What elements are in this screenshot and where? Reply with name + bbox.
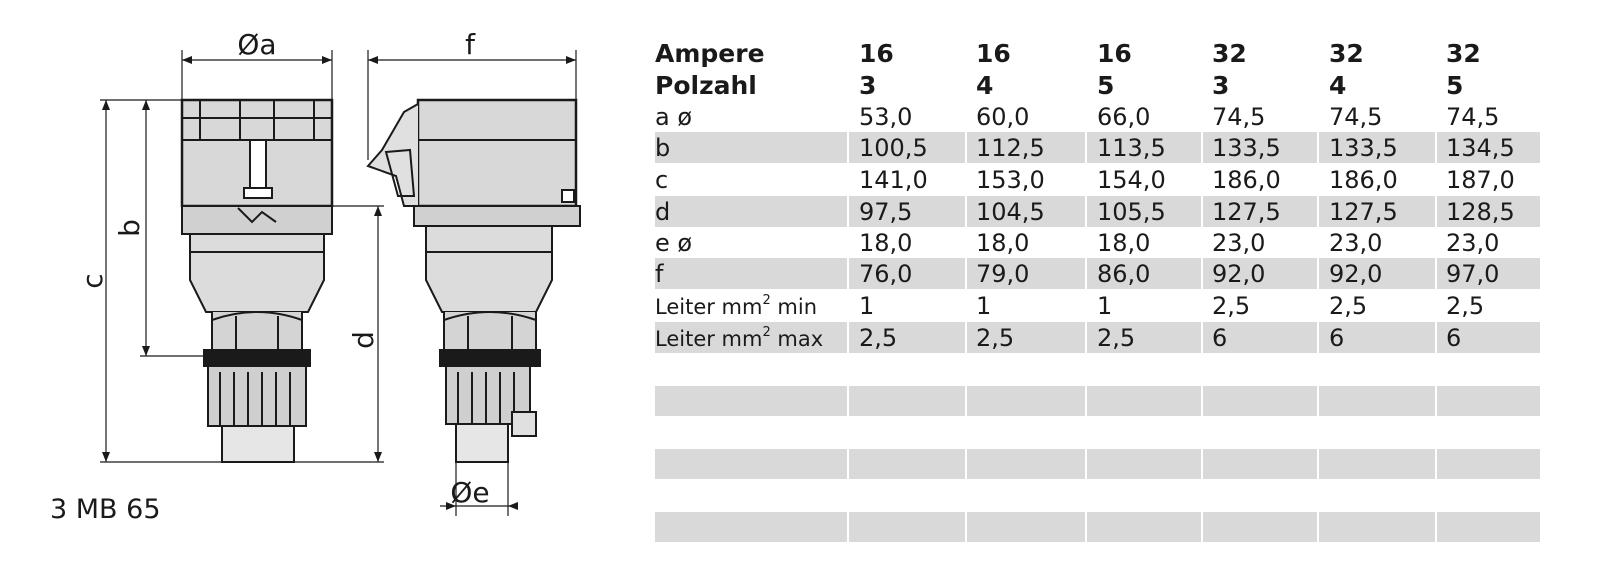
dimension-label-d: d	[347, 331, 380, 349]
table-cell: 76,0	[859, 260, 913, 288]
row-label: e ø	[655, 229, 693, 257]
table-cell: 6	[1329, 324, 1345, 352]
table-cell: 97,5	[859, 198, 913, 226]
column-separator	[965, 22, 967, 547]
table-cell: 2,5	[976, 324, 1015, 352]
table-cell: 74,5	[1446, 103, 1500, 131]
row-stripe	[655, 386, 1540, 416]
column-separator	[1085, 22, 1087, 547]
header-ampere-value: 32	[1329, 39, 1364, 68]
column-separator	[1201, 22, 1203, 547]
table-cell: 18,0	[1097, 229, 1151, 257]
table-cell: 18,0	[859, 229, 913, 257]
header-polzahl-value: 3	[859, 71, 877, 100]
dimension-label-f: f	[465, 28, 475, 61]
table-cell: 6	[1212, 324, 1228, 352]
table-cell: 104,5	[976, 198, 1045, 226]
model-caption: 3 MB 65	[50, 494, 161, 525]
connector-drawing	[0, 0, 640, 577]
table-cell: 133,5	[1212, 134, 1281, 162]
table-cell: 2,5	[1212, 292, 1251, 320]
table-cell: 92,0	[1329, 260, 1383, 288]
header-ampere-label: Ampere	[655, 39, 765, 68]
dimension-label-e: Øe	[450, 476, 490, 509]
row-label: d	[655, 198, 671, 226]
table-cell: 1	[976, 292, 992, 320]
table-cell: 18,0	[976, 229, 1030, 257]
header-polzahl-label: Polzahl	[655, 71, 757, 100]
row-label: b	[655, 134, 671, 162]
table-cell: 127,5	[1329, 198, 1398, 226]
table-cell: 2,5	[1097, 324, 1136, 352]
table-cell: 66,0	[1097, 103, 1151, 131]
row-label: c	[655, 166, 669, 194]
table-cell: 1	[1097, 292, 1113, 320]
table-cell: 74,5	[1329, 103, 1383, 131]
table-cell: 79,0	[976, 260, 1030, 288]
header-polzahl-value: 4	[976, 71, 994, 100]
table-cell: 6	[1446, 324, 1462, 352]
header-ampere-value: 32	[1212, 39, 1247, 68]
table-cell: 186,0	[1212, 166, 1281, 194]
table-cell: 154,0	[1097, 166, 1166, 194]
header-polzahl-value: 3	[1212, 71, 1230, 100]
table-cell: 134,5	[1446, 134, 1515, 162]
dimension-label-c: c	[76, 273, 109, 289]
dimension-label-a: Øa	[237, 28, 277, 61]
row-stripe	[655, 449, 1540, 479]
table-cell: 1	[859, 292, 875, 320]
table-cell: 105,5	[1097, 198, 1166, 226]
table-cell: 127,5	[1212, 198, 1281, 226]
row-label: a ø	[655, 103, 693, 131]
column-separator	[1317, 22, 1319, 547]
table-cell: 53,0	[859, 103, 913, 131]
table-cell: 74,5	[1212, 103, 1266, 131]
table-cell: 86,0	[1097, 260, 1151, 288]
column-separator	[1435, 22, 1437, 547]
table-cell: 23,0	[1446, 229, 1500, 257]
table-cell: 23,0	[1329, 229, 1383, 257]
header-polzahl-value: 5	[1097, 71, 1115, 100]
table-cell: 2,5	[1446, 292, 1485, 320]
table-cell: 100,5	[859, 134, 928, 162]
row-stripe	[655, 512, 1540, 542]
table-cell: 2,5	[1329, 292, 1368, 320]
table-cell: 92,0	[1212, 260, 1266, 288]
table-cell: 187,0	[1446, 166, 1515, 194]
header-ampere-value: 16	[1097, 39, 1132, 68]
header-ampere-value: 16	[976, 39, 1011, 68]
table-cell: 2,5	[859, 324, 898, 352]
row-label: Leiter $mm^2$ max	[655, 325, 824, 351]
table-cell: 97,0	[1446, 260, 1500, 288]
table-cell: 60,0	[976, 103, 1030, 131]
header-polzahl-value: 4	[1329, 71, 1347, 100]
row-label: f	[655, 260, 664, 288]
table-cell: 186,0	[1329, 166, 1398, 194]
dimension-table	[655, 0, 1600, 577]
column-separator	[847, 22, 849, 547]
table-cell: 113,5	[1097, 134, 1166, 162]
header-ampere-value: 32	[1446, 39, 1481, 68]
header-polzahl-value: 5	[1446, 71, 1464, 100]
table-cell: 23,0	[1212, 229, 1266, 257]
header-ampere-value: 16	[859, 39, 894, 68]
table-cell: 128,5	[1446, 198, 1515, 226]
table-cell: 141,0	[859, 166, 928, 194]
table-cell: 133,5	[1329, 134, 1398, 162]
dimension-label-b: b	[113, 219, 146, 237]
table-cell: 153,0	[976, 166, 1045, 194]
table-cell: 112,5	[976, 134, 1045, 162]
row-label: Leiter $mm^2$ min	[655, 293, 818, 319]
